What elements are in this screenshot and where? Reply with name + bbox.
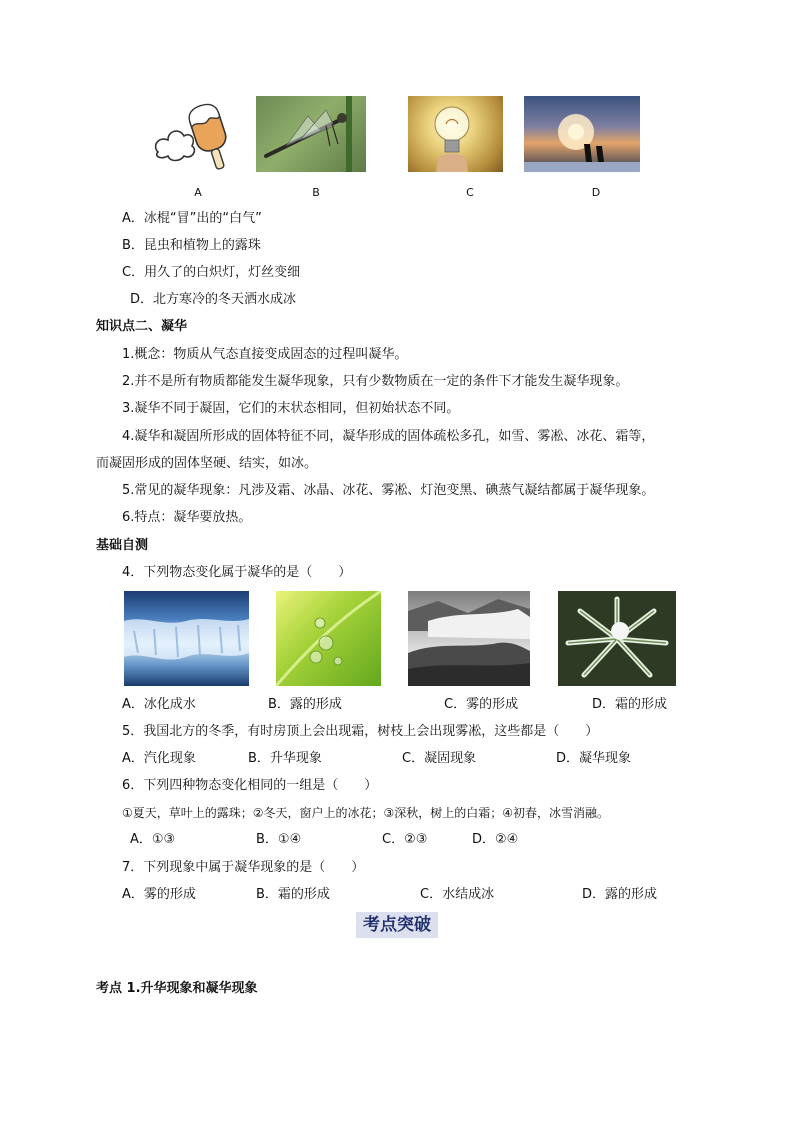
image-label-c: C [466, 186, 474, 199]
q7-stem: 7．下列现象中属于凝华现象的是（ ） [122, 860, 365, 875]
q4-option-a: A．冰化成水 [122, 697, 196, 712]
knowledge2-point-3: 3.凝华不同于凝固，它们的末状态相同，但初始状态不同。 [122, 401, 460, 416]
knowledge2-point-6: 6.特点：凝华要放热。 [122, 510, 252, 525]
kaodian1-heading: 考点 1.升华现象和凝华现象 [96, 981, 258, 996]
q7-option-b: B．霜的形成 [256, 887, 330, 902]
q3-option-d: D．北方寒冷的冬天洒水成冰 [130, 292, 297, 307]
q5-option-d: D．凝华现象 [556, 751, 632, 766]
knowledge2-point-1: 1.概念：物质从气态直接变成固态的过程叫凝华。 [122, 347, 408, 362]
q6-option-b: B．①④ [256, 832, 302, 847]
knowledge2-point-2: 2.并不是所有物质都能发生凝华现象，只有少数物质在一定的条件下才能发生凝华现象。 [122, 374, 629, 389]
self-test-heading: 基础自测 [96, 538, 149, 553]
q6-option-c: C．②③ [382, 832, 428, 847]
splash-freeze-photo [524, 96, 640, 172]
image-label-d: D [591, 186, 601, 199]
knowledge2-point-5: 5.常见的凝华现象：凡涉及霜、冰晶、冰花、雾凇、灯泡变黑、碘蒸气凝结都属于凝华现象。 [122, 483, 655, 498]
image-label-a: A [194, 186, 202, 199]
q3-option-c: C．用久了的白炽灯，灯丝变细 [122, 265, 301, 280]
q3-option-b: B．昆虫和植物上的露珠 [122, 238, 261, 253]
q4-stem: 4．下列物态变化属于凝华的是（ ） [122, 565, 352, 580]
ice-cream-bar-icon [150, 96, 246, 174]
dragonfly-dew-photo [256, 96, 366, 172]
q7-option-c: C．水结成冰 [420, 887, 495, 902]
knowledge2-point-4-cont: 而凝固形成的固体坚硬、结实，如冰。 [96, 456, 318, 471]
image-label-b: B [312, 186, 320, 199]
q5-option-c: C．凝固现象 [402, 751, 477, 766]
q4-option-b: B．露的形成 [268, 697, 342, 712]
section-banner: 考点突破 [356, 912, 438, 938]
q5-option-a: A．汽化现象 [122, 751, 196, 766]
q6-stem: 6．下列四种物态变化相同的一组是（ ） [122, 778, 378, 793]
misty-mountain-photo [408, 591, 530, 686]
frosted-plant-photo [558, 591, 676, 686]
leaf-dewdrops-photo [276, 591, 381, 686]
q6-detail: ①夏天，草叶上的露珠；②冬天，窗户上的冰花；③深秋，树上的白霜；④初春，冰雪消融。 [122, 806, 610, 820]
q4-option-c: C．雾的形成 [444, 697, 519, 712]
q7-option-d: D．露的形成 [582, 887, 658, 902]
knowledge2-point-4: 4.凝华和凝固所形成的固体特征不同，凝华形成的固体疏松多孔，如雪、雾凇、冰花、霜等， [122, 429, 655, 444]
q5-stem: 5．我国北方的冬季，有时房顶上会出现霜，树枝上会出现雾凇，这些都是（ ） [122, 724, 599, 739]
q7-option-a: A．雾的形成 [122, 887, 196, 902]
knowledge2-heading: 知识点二、凝华 [96, 319, 188, 334]
q3-option-a: A．冰棍“冒”出的“白气” [122, 211, 262, 226]
q4-option-d: D．霜的形成 [592, 697, 668, 712]
q6-option-a: A．①③ [130, 832, 176, 847]
light-bulb-photo [408, 96, 503, 172]
q5-option-b: B．升华现象 [248, 751, 322, 766]
frozen-waterfall-photo [124, 591, 249, 686]
q6-option-d: D．②④ [472, 832, 519, 847]
